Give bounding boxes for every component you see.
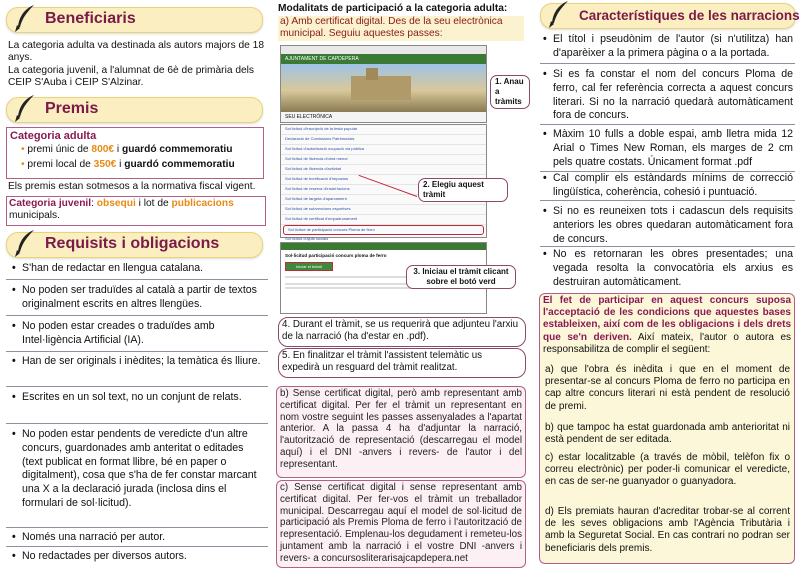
- requisits-title: Requisits i obligacions: [45, 235, 220, 252]
- req-item: • No poden estar creades o traduïdes amb Intel·ligència Artificial (IA).: [22, 320, 264, 348]
- screen3-title: Sol·licitud participació concurs ploma de ferro: [285, 253, 387, 258]
- step-5-box: 5. En finalitzar el tràmit l'assistent telemàtic us expedirà un resguard del tràmit realitzat.: [278, 348, 526, 378]
- premis-header: [6, 97, 263, 123]
- caracteristiques-header: [540, 3, 800, 29]
- tramit-list-item[interactable]: Sol·licitud de llicència d'activitat: [281, 165, 486, 175]
- req-item: • Només una narració per autor.: [22, 531, 264, 545]
- tramit-list-item-selected[interactable]: Sol·licitud de participació concurs Ploma de ferro: [283, 225, 484, 235]
- req-item: • No redactades per diversos autors.: [22, 550, 264, 564]
- beneficiaris-text: La categoria adulta va destinada als autors majors de 18 anys. La categoria juvenil, a l'alumnat de 6è de primària dels CEIP S'Auba i CEIP S'Alzinar.: [8, 40, 264, 89]
- req-item: • S'han de redactar en llengua catalana.: [22, 262, 264, 276]
- beneficiaris-header: [6, 7, 263, 33]
- caract-item: • El títol i pseudònim de l'autor (si n'utilitza) han d'aparèixer a la primera pàgina o a la portada.: [553, 33, 793, 61]
- premis-title: Premis: [45, 100, 99, 117]
- quill-pen-icon: [12, 93, 40, 123]
- premis-adulta-box: [6, 127, 264, 179]
- tramit-list-item[interactable]: Sol·licitud d'ajuts socials: [285, 236, 329, 241]
- modalitat-c-box: c) Sense certificat digital i sense representant amb certificat digital. Per fer-vos el tràmit un treballador municipal. Descarregau aquí el model de sol·licitud de participació als Premis Ploma de ferro i l'autorització de representació. Emplenau-los degudament i remeteu-los juntament amb la narració i el vostre DNI -anvers i revers- a concursosliterarisajcapdepera.net: [276, 480, 526, 568]
- caract-item: • Si es fa constar el nom del concurs Ploma de ferro, cal fer referència correcta a aquest concurs literari. Si no la narració quedarà automàticament fora de concurs.: [553, 68, 793, 123]
- responsabilitat-c: c) estar localitzable (a través de mòbil, telèfon fix o correu electrònic) per poder-li comunicar el veredicte, en cas de ser-ne guanyador o guanyadora.: [545, 452, 790, 488]
- screen1-caption: SEU ELECTRÒNICA: [285, 114, 333, 120]
- modalitat-a-text: a) Amb certificat digital. Des de la seu electrònica municipal. Seguiu aquestes passes:: [278, 16, 524, 41]
- screen1-title: AJUNTAMENT DE CAPDEPERA: [285, 56, 359, 62]
- responsabilitats-intro: El fet de participar en aquest concurs suposa l'acceptació de les condicions que aquestes bases estableixen, així com de les obligacions i dels drets que se'n deriven. Així mateix, l'autor o autora es responsabilitza de complir el següent:: [543, 295, 792, 355]
- tramit-list-item[interactable]: Declaració de Comissions Patrimonials: [281, 135, 486, 145]
- cat-adulta-label: Categoria adulta: [10, 130, 97, 142]
- caracteristiques-title: Característiques de les narracions: [579, 8, 800, 23]
- caract-item: • Si no es reuneixen tots i cadascun dels requisits anteriors les obres quedaran automàticament fora de concurs.: [553, 205, 793, 246]
- step-4-box: 4. Durant el tràmit, se us requerirà que adjunteu l'arxiu de la narració (ha d'estar en .pdf).: [278, 317, 526, 347]
- beneficiaris-title: Beneficiaris: [45, 10, 136, 27]
- modalitat-b-box: b) Sense certificat digital, però amb representant amb certificat digital. Per fer el tràmit un representant en nom vostre seguint les passes assenyalades a l'apartat anterior. A la passa 4 ha d'adjuntar la narració, l'autorització de representació (descarregau el model aquí) i el DNI -anvers i revers- de l'autor i del representant.: [276, 386, 526, 478]
- iniciar-tramit-button[interactable]: Iniciar el tràmit: [285, 262, 333, 271]
- req-item: • No poden estar pendents de veredicte d'un altre concurs, guardonades amb anteritat o editades (text publicat en format llibre, bé en paper o digitalment), cosa que s'ha de fer constar marcant una X a la declaració jurada (inclosa dins el formulari de sol·licitud).: [22, 428, 264, 511]
- quill-pen-icon: [12, 228, 40, 258]
- responsabilitat-b: b) que tampoc ha estat guardonada amb anterioritat ni està pendent de ser editada.: [545, 422, 790, 446]
- caract-item: • Cal complir els estàndards mínims de correcció lingüística, coherència, cohesió i puntuació.: [553, 172, 793, 200]
- modalitats-title: Modalitats de participació a la categoria adulta:: [278, 3, 508, 14]
- tramit-list-item[interactable]: Sol·licitud de reserva d'instal·lacions: [281, 185, 486, 195]
- tramit-list-item[interactable]: Sol·licitud de subvencions esportives: [281, 205, 486, 215]
- premi-unic: • premi únic de 800€ i guardó commemoratiu: [21, 144, 233, 155]
- tramit-list-item[interactable]: Sol·licitud de certificat d'empadronament: [281, 215, 486, 225]
- tramit-list-item[interactable]: Sol·licitud de llicència d'obra menor: [281, 155, 486, 165]
- responsabilitat-d: d) Els premiats hauran d'acreditar trobar-se al corrent de les seves obligacions amb l'Agència Tributària i amb la Seguretat Social. En cas contrari no podran ser beneficiaris dels premis.: [545, 506, 790, 554]
- tramit-list-item[interactable]: Sol·licitud d'autorització ocupació via pública: [281, 145, 486, 155]
- caract-item: • Màxim 10 fulls a doble espai, amb lletra mida 12 Arial o Times New Roman, els marges de 2 cm pels quatre costats. Únicament format .pdf: [553, 128, 793, 169]
- screenshot-seu-electronica: [280, 45, 487, 123]
- responsabilitat-a: a) que l'obra és inèdita i que en el moment de presentar-se al concurs Ploma de ferro no participa en cap altre concurs literari ni està pendent de resolució de premi.: [545, 364, 790, 412]
- req-item: • No poden ser traduïdes al català a partir de textos originalment escrits en altres llengües.: [22, 284, 264, 312]
- callout-1: 1. Anau a tràmits: [490, 75, 530, 109]
- callout-3: 3. Iniciau el tràmit clicant sobre el botó verd: [406, 265, 516, 289]
- req-item: • Han de ser originals i inèdites; la temàtica és lliure.: [22, 355, 264, 369]
- quill-pen-icon: [12, 3, 40, 33]
- callout-2: 2. Elegiu aquest tràmit: [418, 178, 508, 202]
- tramit-list-item[interactable]: Sol·licitud de targeta d'aparcament: [281, 195, 486, 205]
- tramit-list-item[interactable]: Sol·licitud de bonificació d'impostos: [281, 175, 486, 185]
- tramit-list-item[interactable]: Sol·licitud d'inscripció de la festa popular: [281, 125, 486, 135]
- premis-juvenil-box: Categoria juvenil: obsequi i lot de publicacions municipals.: [6, 196, 266, 226]
- caract-item: • No es retornaran les obres presentades; una vegada resolta la convocatòria els arxius es destruiran automàticament.: [553, 248, 793, 289]
- responsabilitats-box: [539, 293, 795, 564]
- requisits-header: [6, 232, 263, 258]
- quill-pen-icon: [546, 0, 574, 29]
- req-item: • Escrites en un sol text, no un conjunt de relats.: [22, 391, 264, 405]
- premis-fiscal-note: Els premis estan sotmesos a la normativa fiscal vigent.: [8, 181, 256, 192]
- premi-local: • premi local de 350€ i guardó commemoratiu: [21, 159, 235, 170]
